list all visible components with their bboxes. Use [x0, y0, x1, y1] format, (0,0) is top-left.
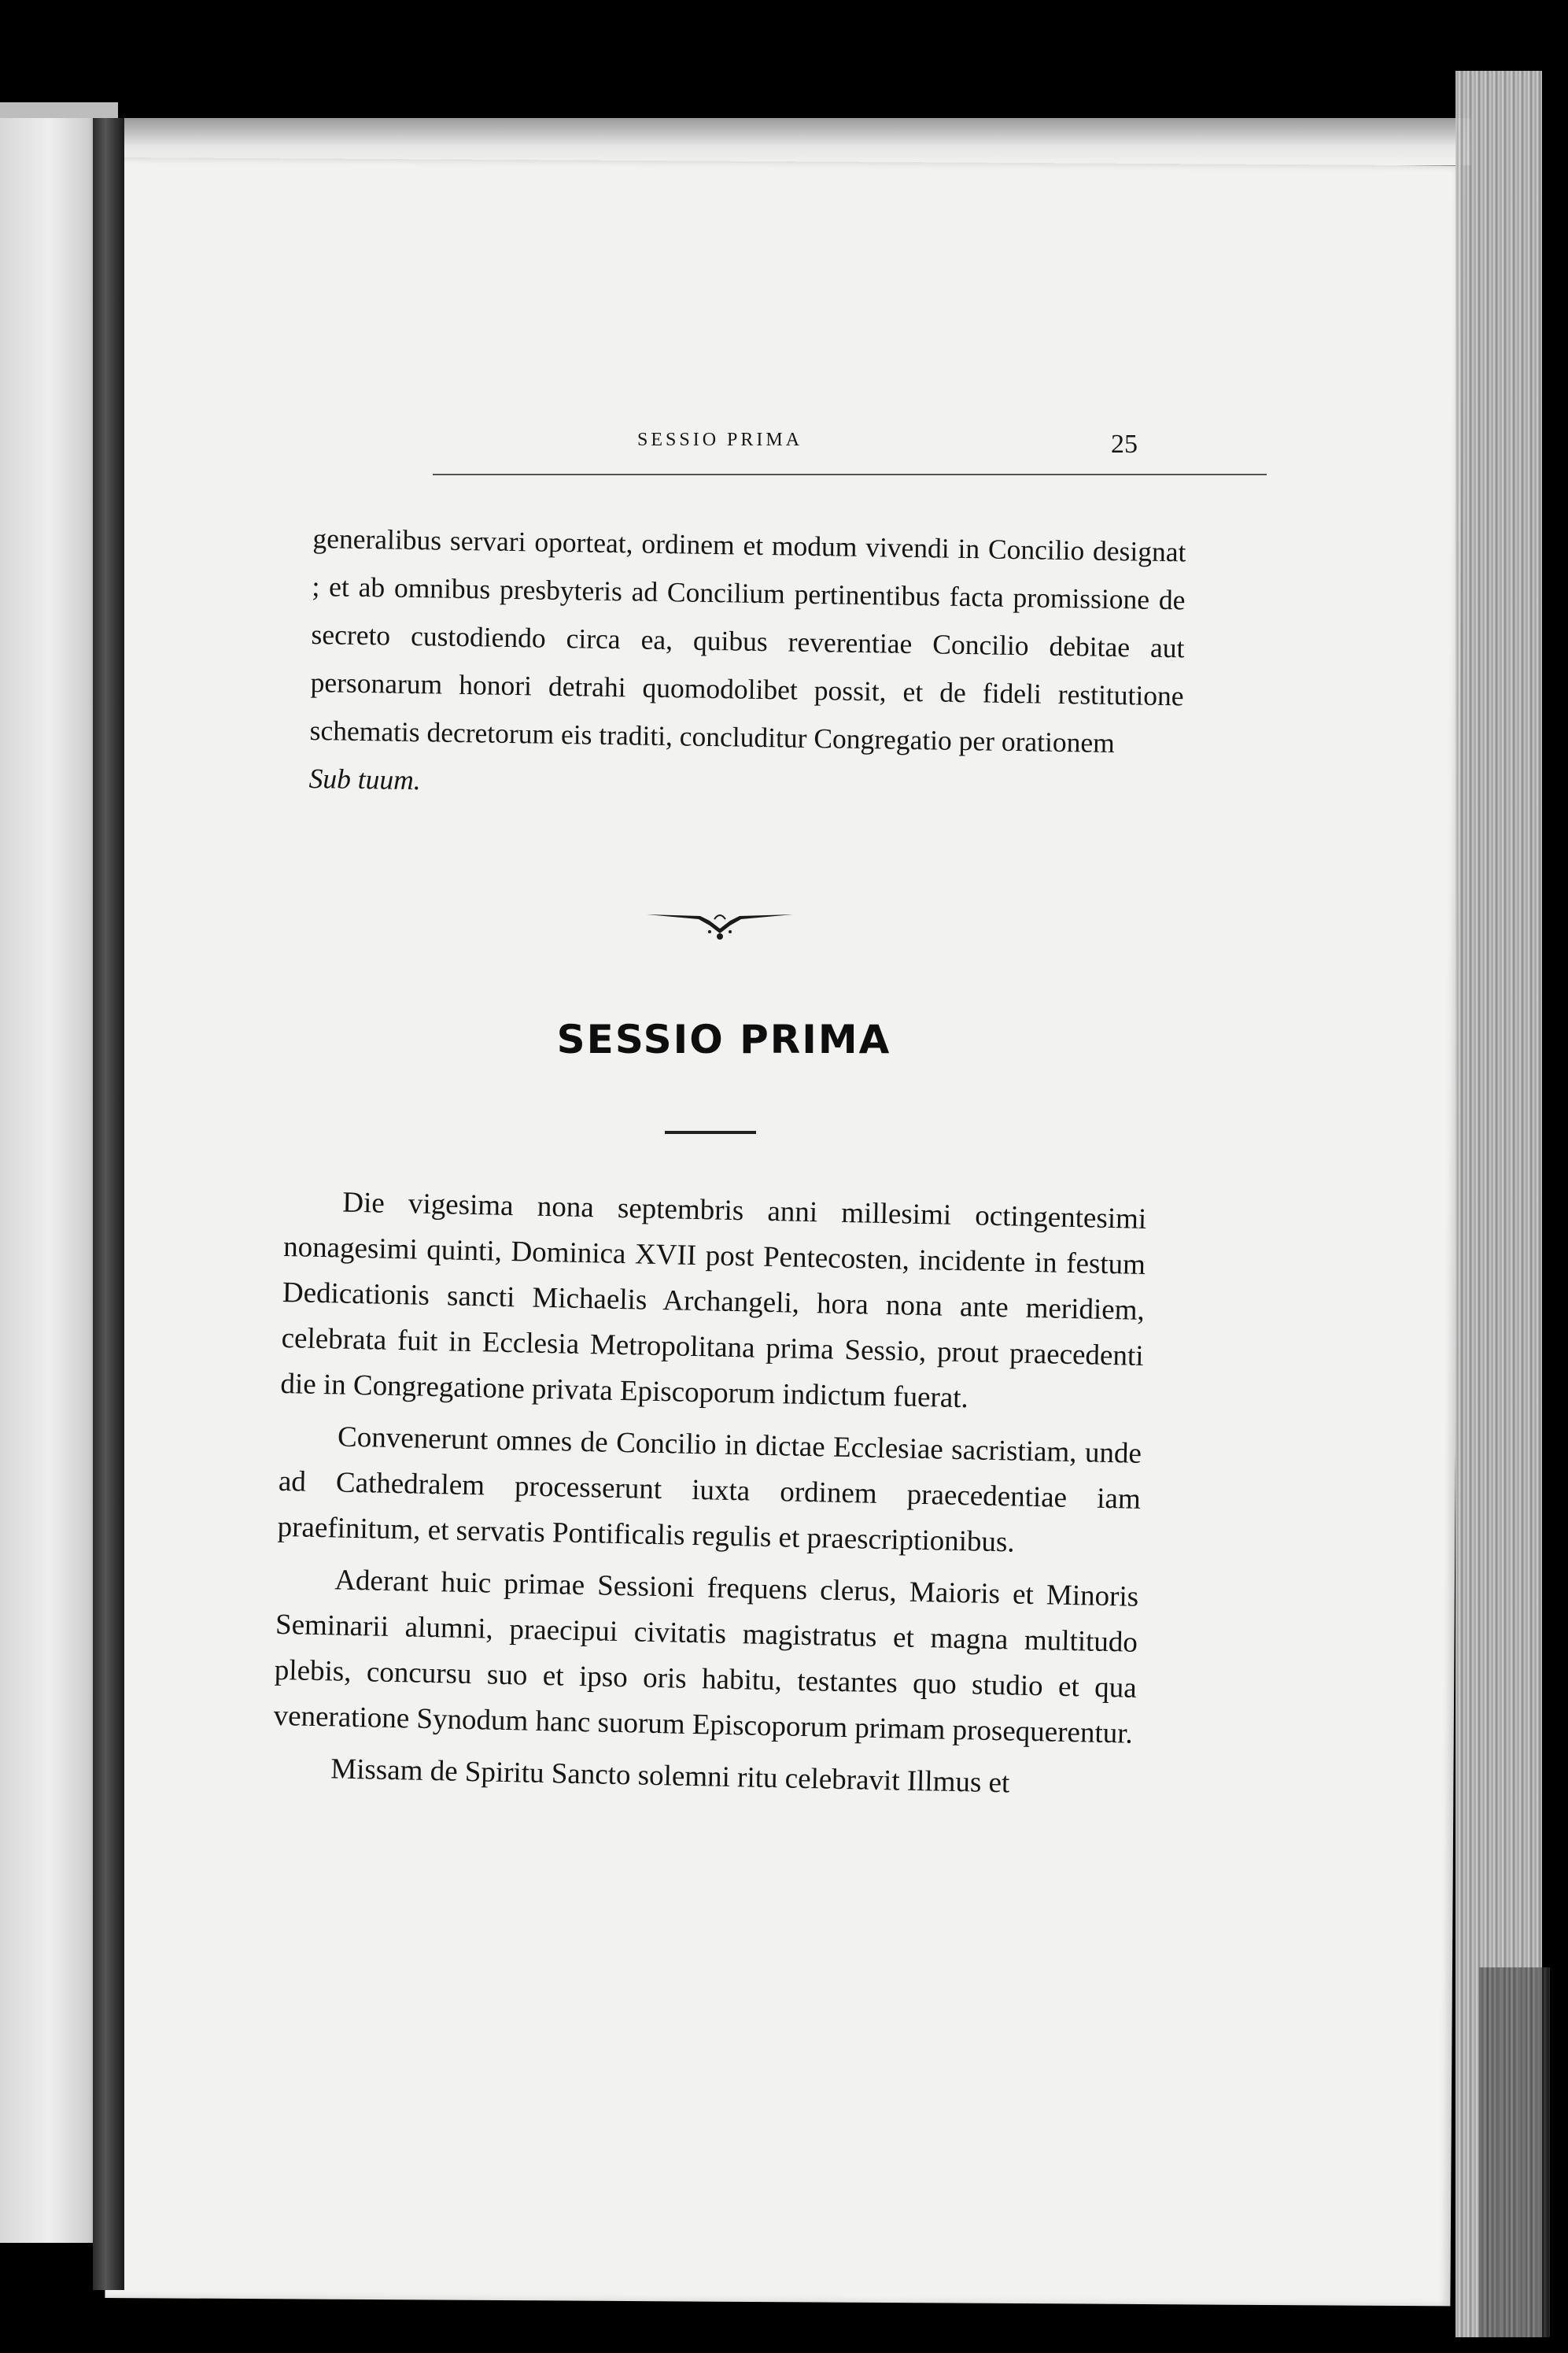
continued-paragraph-text: generalibus servari oporteat, ordinem et modum vivendi in Concilio designat ; et ab omnibus presbyteris ad Concilium pertinentibus facta promissione de secreto custodiendo circa ea, quibus reverentiae Concilio debitae aut personarum honori detrahi quomodolibet possit, et de fideli restitutione schematis decretorum eis traditi, concluditur Congregatio per orationem: [309, 522, 1186, 759]
header-rule: [433, 474, 1267, 475]
continued-paragraph: [308, 515, 1186, 816]
book-gutter: [93, 118, 124, 2290]
page-number: 25: [1111, 430, 1138, 459]
page-fore-edge-shadow: [1479, 1967, 1550, 2337]
section-title-rule: [665, 1131, 756, 1134]
paragraph-2: Convenerunt omnes de Concilio in dictae Ecclesiae sacristiam, unde ad Cathedralem processerunt iuxta ordinem praecedentiae iam praefinitum, et servatis Pontificalis regulis et praescriptionibus.: [277, 1420, 1142, 1559]
body-text: [272, 1179, 1147, 1816]
section-title: SESSIO PRIMA: [556, 1017, 891, 1062]
continued-paragraph-italic: Sub tuum.: [308, 762, 422, 796]
paragraph-1: Die vigesima nona septembris anni millesimi octingentesimi nonagesimi quinti, Dominica XVII post Pentecosten, incidente in festum Dedicationis sancti Michaelis Archangeli, hora nona ante meridiem, celebrata fuit in Ecclesia Metropolitana prima Sessio, prout praecedenti die in Congregatione privata Episcoporum indictum fuerat.: [280, 1186, 1147, 1415]
fleuron-ornament-icon: [645, 905, 795, 944]
running-title: SESSIO PRIMA: [637, 430, 803, 450]
paragraph-3: Aderant huic primae Sessioni frequens clerus, Maioris et Minoris Seminarii alumni, praecipui civitatis magistratus et magna multitudo plebis, concursu suo et ipso oris habitu, testantes quo studio et qua veneratione Synodum hanc suorum Episcoporum primam prosequerentur.: [273, 1564, 1139, 1750]
paragraph-4: Missam de Spiritu Sancto solemni ritu celebravit Illmus et: [330, 1753, 1010, 1800]
